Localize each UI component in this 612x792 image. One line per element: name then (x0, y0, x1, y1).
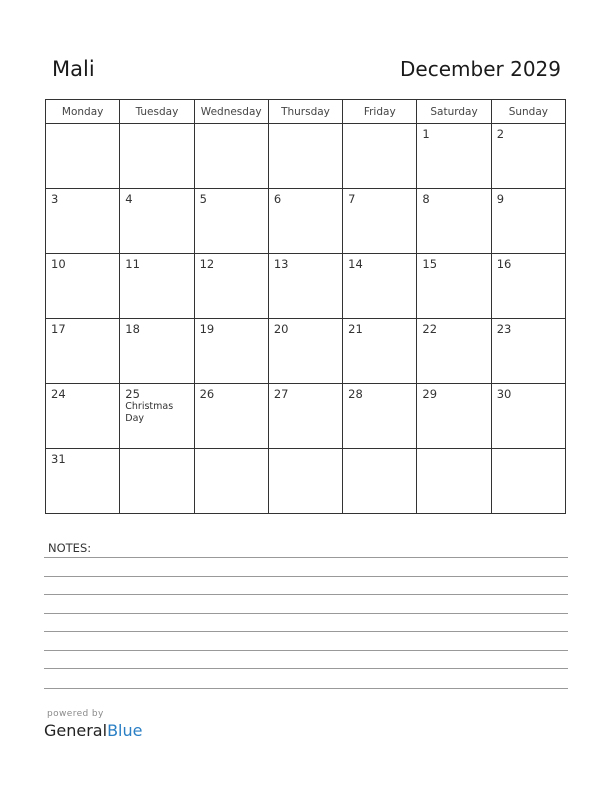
day-number: 11 (125, 257, 140, 271)
day-cell (46, 319, 120, 384)
day-number: 20 (273, 322, 289, 336)
day-cell (491, 254, 565, 319)
week-row (46, 384, 566, 449)
day-number: 19 (199, 322, 215, 336)
day-number (46, 124, 119, 127)
note-line (44, 613, 568, 614)
day-cell (194, 124, 268, 189)
day-cell (194, 319, 268, 384)
day-number: 16 (496, 257, 512, 271)
day-cell (120, 384, 194, 449)
brand-name-part1: General (44, 721, 108, 740)
day-cell (417, 189, 491, 254)
day-cell (491, 319, 565, 384)
day-cell (120, 449, 194, 514)
notes-label: NOTES: (48, 541, 92, 555)
day-number: 26 (199, 387, 215, 401)
day-cell (46, 124, 120, 189)
day-number: 18 (125, 322, 140, 336)
day-number: 3 (51, 192, 59, 206)
weekday-header: Tuesday (120, 100, 194, 124)
week-row (46, 449, 566, 514)
day-cell (194, 254, 268, 319)
note-line (44, 631, 568, 632)
note-line (44, 668, 568, 669)
day-number (195, 124, 268, 127)
day-cell (268, 189, 342, 254)
day-cell (46, 189, 120, 254)
day-number: 28 (348, 387, 363, 401)
day-cell (194, 384, 268, 449)
day-number (120, 124, 193, 127)
day-cell (491, 124, 565, 189)
day-number (269, 124, 342, 127)
day-cell (46, 384, 120, 449)
day-cell (343, 124, 417, 189)
day-number: 1 (422, 127, 430, 141)
day-cell (268, 254, 342, 319)
day-number: 31 (51, 452, 66, 466)
day-cell (343, 319, 417, 384)
day-number: 25 (125, 387, 140, 401)
calendar-grid (45, 99, 566, 514)
day-number: 17 (51, 322, 66, 336)
day-number (417, 449, 490, 452)
day-cell (343, 449, 417, 514)
day-number: 4 (125, 192, 133, 206)
note-line (44, 594, 568, 595)
week-row (46, 189, 566, 254)
day-number: 29 (422, 387, 438, 401)
day-cell (46, 449, 120, 514)
weekday-header: Friday (343, 100, 417, 124)
weekday-header-row (46, 100, 566, 124)
day-number: 30 (496, 387, 512, 401)
day-number: 2 (496, 127, 505, 141)
day-number: 21 (348, 322, 363, 336)
holiday-label: Christmas (125, 401, 174, 412)
day-cell (120, 189, 194, 254)
day-number: 6 (273, 192, 282, 206)
day-cell (120, 254, 194, 319)
weekday-header: Saturday (417, 100, 491, 124)
day-cell (46, 254, 120, 319)
day-cell (491, 189, 565, 254)
weekday-header: Monday (46, 100, 120, 124)
day-number: 5 (199, 192, 207, 206)
day-cell (417, 449, 491, 514)
day-cell (268, 384, 342, 449)
day-number (195, 449, 268, 452)
day-number: 12 (199, 257, 215, 271)
weekday-header: Wednesday (194, 100, 268, 124)
day-cell (194, 449, 268, 514)
brand-logo (44, 721, 142, 741)
day-number (492, 449, 565, 452)
powered-by-label: powered by (47, 709, 104, 719)
country-title: Mali (52, 57, 95, 81)
holiday-label: Day (125, 413, 145, 424)
day-number: 22 (422, 322, 438, 336)
day-cell (120, 124, 194, 189)
day-cell (343, 189, 417, 254)
day-cell (120, 319, 194, 384)
day-cell (417, 384, 491, 449)
week-row (46, 319, 566, 384)
day-number (269, 449, 342, 452)
day-number: 24 (51, 387, 66, 401)
day-cell (268, 449, 342, 514)
day-cell (491, 384, 565, 449)
note-line (44, 650, 568, 651)
note-line (44, 576, 568, 577)
day-cell (417, 124, 491, 189)
note-line (44, 688, 568, 689)
week-row (46, 254, 566, 319)
day-number: 9 (496, 192, 505, 206)
day-cell (268, 124, 342, 189)
day-number (120, 449, 193, 452)
month-year-title: December 2029 (400, 57, 561, 81)
day-number: 14 (348, 257, 363, 271)
day-number: 8 (422, 192, 430, 206)
day-number: 7 (348, 192, 356, 206)
day-cell (343, 384, 417, 449)
day-cell (268, 319, 342, 384)
week-row (46, 124, 566, 189)
day-number: 13 (273, 257, 289, 271)
day-cell (343, 254, 417, 319)
day-number: 23 (496, 322, 512, 336)
day-cell (417, 319, 491, 384)
day-cell (491, 449, 565, 514)
day-number (343, 449, 416, 452)
note-line (44, 557, 568, 558)
day-number: 10 (51, 257, 66, 271)
weekday-header: Sunday (491, 100, 565, 124)
day-number: 15 (422, 257, 438, 271)
brand-name-part2: Blue (107, 721, 143, 740)
weekday-header: Thursday (268, 100, 342, 124)
day-number: 27 (273, 387, 289, 401)
day-number (343, 124, 416, 127)
day-cell (417, 254, 491, 319)
day-cell (194, 189, 268, 254)
